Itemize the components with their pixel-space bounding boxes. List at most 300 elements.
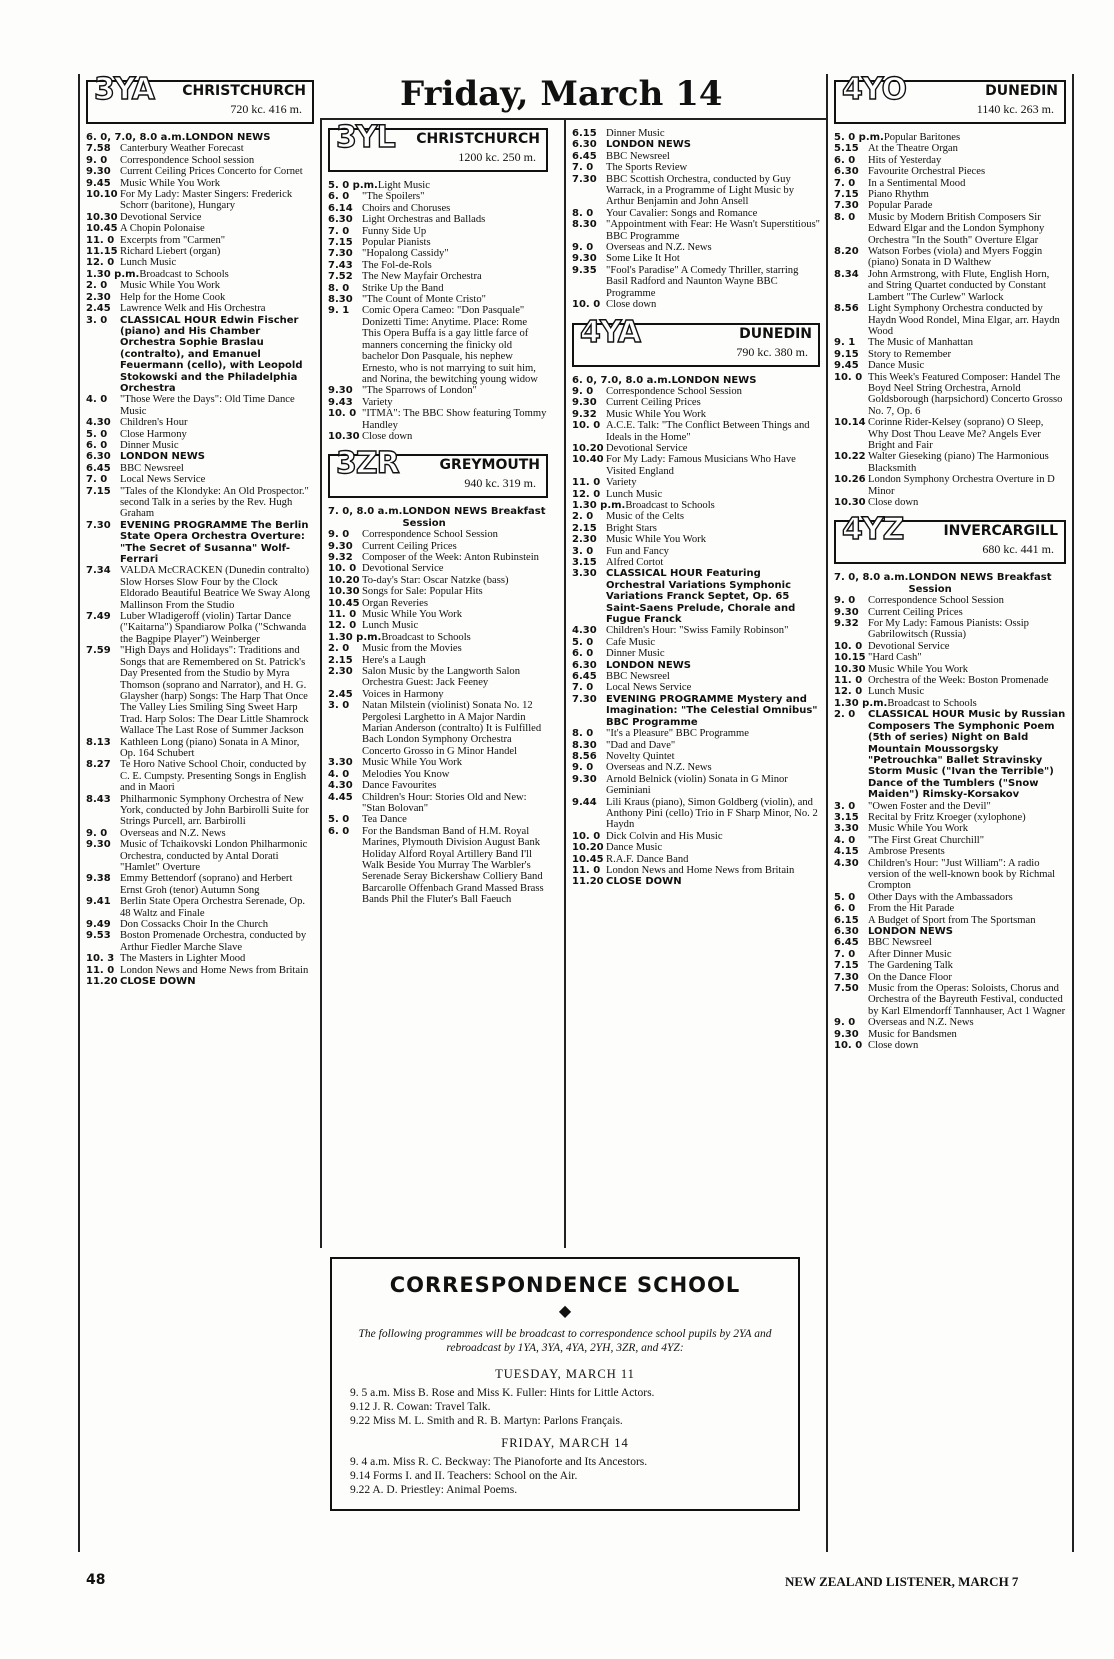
programme-time: 2.30 xyxy=(572,534,597,546)
programme-item xyxy=(572,409,820,420)
programme-title: Corinne Rider-Kelsey (soprano) O Sleep, Why Dost Thou Leave Me? Angels Ever Bright and Fair xyxy=(868,417,1044,451)
programme-time: 10.30 xyxy=(328,586,360,598)
programme-item xyxy=(834,641,1066,652)
programme-time: 1.30 p.m. xyxy=(834,697,888,709)
programme-title: LONDON NEWS xyxy=(606,659,691,671)
programme-title: "High Days and Holidays": Traditions and Songs that are Remembered on St. Patrick's Day Presented from the Studio by Myra Thomson (soprano and Narrator), and H. G. Glaysher (harp) Songs: The Harp That Once The Valley Lies Smiling Sing Sweet Harp Trad. Harp Solos: The Dear Little Shamrock Wallace The Last Rose of Summer Jackson xyxy=(120,645,309,737)
programme-title: "Appointment with Fear: He Wasn't Superstitious" BBC Programme xyxy=(606,219,821,242)
programme-title: Children's Hour: "Swiss Family Robinson" xyxy=(606,625,789,637)
programme-time: 6.30 xyxy=(86,451,111,463)
programme-item xyxy=(328,397,548,408)
programme-time: 6.15 xyxy=(572,128,597,139)
programme-item xyxy=(86,235,314,246)
column-rule xyxy=(78,74,80,1552)
programme-time: 10.15 xyxy=(834,652,866,664)
programme-item xyxy=(86,155,314,166)
programme-time: 11. 0 xyxy=(834,675,863,687)
programme-time: 9.49 xyxy=(86,919,111,931)
programme-title: Music from the Operas: Soloists, Chorus and Orchestra of the Bayreuth Festival, conducted by Karl Elmendorff Tannhauser, Act 1 Wagner xyxy=(868,983,1066,1017)
programme-item xyxy=(86,132,314,143)
programme-title: Kathleen Long (piano) Sonata in A Minor, Op. 164 Schubert xyxy=(120,736,300,759)
programme-item xyxy=(572,151,820,162)
programme-title: The Sports Review xyxy=(606,162,688,174)
programme-title: Dinner Music xyxy=(606,648,665,660)
programme-item xyxy=(328,294,548,305)
programme-title: For My Lady: Famous Pianists: Ossip Gabrilowitsch (Russia) xyxy=(868,618,1029,641)
programme-time: 9.30 xyxy=(328,385,353,397)
programme-item xyxy=(572,831,820,842)
programme-time: 9. 0 xyxy=(572,242,594,254)
programme-time: 10.30 xyxy=(328,430,360,442)
programme-time: 6.30 xyxy=(572,139,597,151)
programme-title: "Hard Cash" xyxy=(868,652,922,664)
programme-item xyxy=(86,292,314,303)
programme-item xyxy=(86,919,314,930)
programme-title: Boston Promenade Orchestra, conducted by Arthur Fiedler Marche Slave xyxy=(120,930,307,953)
station-frequency: 790 kc. 380 m. xyxy=(736,344,808,359)
programme-item xyxy=(328,226,548,237)
programme-time: 4. 0 xyxy=(328,768,350,780)
programme-time: 10.22 xyxy=(834,451,866,463)
programme-time: 2. 0 xyxy=(572,511,594,523)
programme-time: 8.27 xyxy=(86,759,111,771)
programme-title: Children's Hour: Stories Old and New: "Stan Bolovan" xyxy=(362,791,527,814)
programme-item xyxy=(328,586,548,597)
programme-time: 6. 0 xyxy=(834,154,856,166)
programme-time: 6. 0 xyxy=(572,648,594,660)
programme-item xyxy=(328,780,548,791)
programme-item xyxy=(834,846,1066,857)
programme-title: Popular Parade xyxy=(868,200,933,212)
programme-item xyxy=(834,303,1066,337)
station-frequency: 1200 kc. 250 m. xyxy=(458,150,536,164)
programme-item xyxy=(328,203,548,214)
programme-item xyxy=(572,728,820,739)
programme-title: Hits of Yesterday xyxy=(868,154,942,166)
programme-title: Composer of the Week: Anton Rubinstein xyxy=(362,551,539,563)
programme-title: Excerpts from "Carmen" xyxy=(120,234,226,246)
station-call-sign: 3YL xyxy=(336,120,395,155)
programme-time: 10. 0 xyxy=(834,371,863,383)
programme-time: 7.34 xyxy=(86,565,111,577)
programme-item xyxy=(572,219,820,242)
programme-time: 8. 0 xyxy=(834,211,856,223)
programme-item xyxy=(572,500,820,511)
programme-title: CLOSE DOWN xyxy=(606,876,682,888)
programme-item xyxy=(328,180,548,191)
programme-item xyxy=(834,709,1066,800)
programme-title: EVENING PROGRAMME The Berlin State Opera Orchestra Overture: "The Secret of Susanna" Wolf-Ferrari xyxy=(120,519,309,566)
programme-title: Natan Milstein (violinist) Sonata No. 12 Pergolesi Larghetto in A Major Nardin Marian Anderson (contralto) It is Fulfilled Bach London Symphony Orchestra Concerto Grosso in G Minor Handel xyxy=(362,700,542,757)
programme-item xyxy=(834,497,1066,508)
programme-time: 6.30 xyxy=(328,214,353,226)
programme-title: Music While You Work xyxy=(606,534,706,546)
programme-title: Dinner Music xyxy=(606,128,665,139)
programme-item xyxy=(572,694,820,728)
programme-time: 8.43 xyxy=(86,793,111,805)
programme-time: 12. 0 xyxy=(572,488,601,500)
programme-title: "Those Were the Days": Old Time Dance Music xyxy=(120,394,295,417)
programme-time: 9.30 xyxy=(572,773,597,785)
programme-title: Music While You Work xyxy=(868,823,968,835)
programme-item xyxy=(328,283,548,294)
programme-item xyxy=(834,858,1066,892)
programme-title: Music While You Work xyxy=(868,663,968,675)
programme-item xyxy=(86,440,314,451)
programme-title: Music While You Work xyxy=(362,609,462,620)
programme-list xyxy=(572,128,820,311)
programme-time: 10. 0 xyxy=(572,420,601,432)
station-header-3ya xyxy=(86,72,314,124)
programme-title: Novelty Quintet xyxy=(606,750,675,762)
programme-title: Te Horo Native School Choir, conducted by C. E. Cumpsty. Presenting Songs in English and in Maori xyxy=(120,759,307,794)
programme-time: 9. 1 xyxy=(834,337,856,349)
programme-item xyxy=(572,162,820,173)
programme-item xyxy=(86,189,314,212)
programme-time: 9.30 xyxy=(834,606,859,618)
programme-item xyxy=(834,155,1066,166)
programme-time: 12. 0 xyxy=(328,620,357,632)
programme-time: 1.30 p.m. xyxy=(328,631,382,643)
programme-item xyxy=(572,139,820,150)
station-call-sign: 4YZ xyxy=(842,512,904,548)
programme-time: 7. 0 xyxy=(834,948,856,960)
programme-title: CLASSICAL HOUR Edwin Fischer (piano) and His Chamber Orchestra Sophie Braslau (contralto), and Emanuel Feuermann (cello), with Leopold Stokowski and the Philadelphia Orchestra xyxy=(120,314,303,394)
programme-title: A Chopin Polonaise xyxy=(120,223,205,235)
programme-time: 7. 0 xyxy=(328,225,350,237)
programme-item xyxy=(328,237,548,248)
programme-title: Funny Side Up xyxy=(362,225,427,237)
programme-item xyxy=(834,189,1066,200)
programme-time: 4. 0 xyxy=(834,834,856,846)
station-city: CHRISTCHURCH xyxy=(182,83,306,99)
programme-item xyxy=(834,246,1066,269)
programme-time: 8.13 xyxy=(86,736,111,748)
programme-time: 8.30 xyxy=(572,739,597,751)
programme-time: 3. 0 xyxy=(834,800,856,812)
programme-time: 4.15 xyxy=(834,846,859,858)
programme-time: 6.45 xyxy=(86,462,111,474)
box-item: 9.14 Forms I. and II. Teachers: School on the Air. xyxy=(350,1470,578,1482)
programme-title: Strike Up the Band xyxy=(362,282,444,294)
programme-title: "The Count of Monte Cristo" xyxy=(362,294,486,306)
box-day-heading: TUESDAY, MARCH 11 xyxy=(495,1367,635,1381)
programme-time: 10.40 xyxy=(572,454,604,466)
programme-item xyxy=(834,269,1066,303)
station-frequency: 940 kc. 319 m. xyxy=(464,476,536,491)
programme-item xyxy=(572,375,820,386)
programme-title: Local News Service xyxy=(606,682,692,694)
programme-title: Piano Rhythm xyxy=(868,189,929,201)
programme-title: VALDA McCRACKEN (Dunedin contralto) Slow Horses Slow Four by the Clock Eldorado Beautiful Beatrice We Sway Along Mallinson From the Studio xyxy=(120,565,310,611)
programme-title: Close down xyxy=(868,1040,919,1052)
programme-time: 7.15 xyxy=(328,237,353,249)
programme-item xyxy=(328,260,548,271)
programme-title: Popular Pianists xyxy=(362,237,431,249)
programme-title: Bright Stars xyxy=(606,522,657,534)
programme-item xyxy=(328,643,548,654)
programme-title: Dance Music xyxy=(868,360,925,372)
programme-item xyxy=(572,454,820,477)
programme-title: Lawrence Welk and His Orchestra xyxy=(120,303,266,315)
programme-item xyxy=(572,174,820,208)
programme-item xyxy=(86,246,314,257)
programme-time: 7.30 xyxy=(572,693,597,705)
programme-time: 4.30 xyxy=(834,857,859,869)
programme-item xyxy=(834,451,1066,474)
programme-time: 9.30 xyxy=(572,397,597,409)
programme-title: LONDON NEWS xyxy=(868,926,953,937)
programme-title: "The Spoilers" xyxy=(362,191,425,203)
programme-time: 10.20 xyxy=(572,442,604,454)
programme-item xyxy=(86,417,314,428)
programme-title: London News and Home News from Britain xyxy=(120,964,309,976)
programme-item xyxy=(328,408,548,431)
programme-title: Current Ceiling Prices xyxy=(868,606,963,618)
programme-title: EVENING PROGRAMME Mystery and Imagination: "The Celestial Omnibus" BBC Programme xyxy=(606,693,818,728)
programme-title: CLASSICAL HOUR Featuring Orchestral Variations Symphonic Variations Franck Septet, Op. 65 Saint-Saens Prelude, Chorale and Fugue Franck xyxy=(606,568,796,626)
programme-item xyxy=(328,271,548,282)
programme-time: 11. 0 xyxy=(328,609,357,620)
station-frequency: 720 kc. 416 m. xyxy=(230,102,302,116)
programme-time: 11.20 xyxy=(572,876,604,888)
programme-title: "The First Great Churchill" xyxy=(868,834,985,846)
programme-item xyxy=(834,166,1066,177)
programme-item xyxy=(86,953,314,964)
programme-item xyxy=(328,792,548,815)
programme-item xyxy=(834,1017,1066,1028)
programme-time: 10.45 xyxy=(86,223,118,235)
programme-title: Variety xyxy=(606,477,637,489)
programme-time: 2.30 xyxy=(86,291,111,303)
programme-item xyxy=(572,443,820,454)
programme-title: Dinner Music xyxy=(120,439,179,451)
programme-item xyxy=(572,242,820,253)
programme-time: 2.45 xyxy=(328,688,353,700)
programme-time: 1.30 p.m. xyxy=(572,499,626,511)
programme-title: "The Sparrows of London" xyxy=(362,385,477,397)
box-intro: The following programmes will be broadcast to correspondence school pupils by 2YA and rebroadcast by 1YA, 3YA, 4YA, 2YH, 3ZR, and 4YZ: xyxy=(358,1328,772,1354)
programme-title: Overseas and N.Z. News xyxy=(606,242,712,254)
programme-item xyxy=(834,915,1066,926)
column-rule xyxy=(320,118,322,1248)
programme-title: Your Cavalier: Songs and Romance xyxy=(606,207,758,219)
programme-time: 2.15 xyxy=(328,654,353,666)
programme-item xyxy=(86,166,314,177)
programme-time: 5. 0 p.m. xyxy=(834,132,884,143)
station-city: GREYMOUTH xyxy=(439,457,540,474)
programme-time: 9. 0 xyxy=(834,595,856,607)
programme-time: 3.30 xyxy=(328,757,353,769)
programme-time: 12. 0 xyxy=(834,686,863,698)
programme-item xyxy=(86,394,314,417)
programme-item xyxy=(86,759,314,793)
programme-title: Ambrose Presents xyxy=(868,846,945,858)
programme-item xyxy=(572,637,820,648)
programme-time: 7.30 xyxy=(86,519,111,531)
programme-item xyxy=(86,839,314,873)
programme-title: Lunch Music xyxy=(606,488,663,500)
programme-title: Light Music xyxy=(377,180,430,191)
programme-time: 6.15 xyxy=(834,914,859,926)
programme-time: 3.30 xyxy=(572,568,597,580)
programme-time: 5. 0 xyxy=(328,814,350,826)
station-call-sign: 3YA xyxy=(94,72,154,107)
programme-time: 10.30 xyxy=(834,663,866,675)
programme-time: 7. 0, 8.0 a.m. xyxy=(328,506,403,518)
programme-title: Choirs and Choruses xyxy=(362,202,451,214)
programme-title: Songs for Sale: Popular Hits xyxy=(362,586,483,598)
programme-title: LONDON NEWS xyxy=(671,374,757,386)
programme-time: 6.45 xyxy=(834,937,859,949)
programme-item xyxy=(328,632,548,643)
programme-title: Music of the Celts xyxy=(606,511,684,523)
programme-time: 2.15 xyxy=(572,522,597,534)
programme-item xyxy=(86,257,314,268)
programme-title: Children's Hour: "Just William": A radio version of the well-known book by Richmal Crompton xyxy=(868,857,1056,892)
programme-time: 12. 0 xyxy=(86,257,115,269)
programme-list xyxy=(572,375,820,888)
programme-title: BBC Newsreel xyxy=(120,462,184,474)
programme-title: Current Ceiling Prices Concerto for Cornet xyxy=(120,166,303,178)
programme-title: The Fol-de-Rols xyxy=(362,259,432,271)
programme-time: 7. 0 xyxy=(86,474,108,486)
programme-time: 8.56 xyxy=(572,750,597,762)
programme-item xyxy=(86,565,314,611)
programme-item xyxy=(86,280,314,291)
programme-title: Dance Music xyxy=(606,842,663,854)
programme-time: 6.14 xyxy=(328,202,353,214)
programme-time: 8.34 xyxy=(834,268,859,280)
programme-title: Children's Hour xyxy=(120,417,188,429)
programme-title: Current Ceiling Prices xyxy=(606,397,701,409)
programme-item xyxy=(328,826,548,906)
programme-time: 3.15 xyxy=(572,557,597,568)
programme-item xyxy=(834,1040,1066,1051)
programme-time: 8. 0 xyxy=(572,728,594,740)
programme-time: 6.45 xyxy=(572,671,597,683)
programme-title: Tea Dance xyxy=(362,814,407,826)
programme-time: 9.30 xyxy=(86,839,111,851)
programme-title: On the Dance Floor xyxy=(868,971,952,983)
programme-time: 9.44 xyxy=(572,796,597,808)
programme-time: 4. 0 xyxy=(86,394,108,406)
station-city: DUNEDIN xyxy=(739,325,812,342)
programme-item xyxy=(834,812,1066,823)
box-heading: CORRESPONDENCE SCHOOL xyxy=(389,1273,741,1297)
programme-title: R.A.F. Dance Band xyxy=(606,853,689,865)
programme-item xyxy=(572,648,820,659)
programme-time: 6.45 xyxy=(572,150,597,162)
programme-time: 7.43 xyxy=(328,259,353,271)
programme-time: 8.56 xyxy=(834,303,859,315)
programme-time: 3. 0 xyxy=(572,545,594,557)
programme-item xyxy=(86,223,314,234)
programme-title: "Dad and Dave" xyxy=(606,739,676,751)
programme-item xyxy=(834,892,1066,903)
station-frequency: 680 kc. 441 m. xyxy=(982,542,1054,557)
programme-title: BBC Newsreel xyxy=(606,671,670,683)
programme-title: Music While You Work xyxy=(606,408,706,420)
programme-item xyxy=(572,797,820,831)
station-header-4ya xyxy=(572,314,820,367)
programme-title: Music from the Movies xyxy=(362,643,462,655)
programme-title: In a Sentimental Mood xyxy=(868,177,966,189)
programme-title: Recital by Fritz Kroeger (xylophone) xyxy=(868,811,1026,823)
programme-title: Broadcast to Schools xyxy=(139,268,229,280)
programme-item xyxy=(572,523,820,534)
programme-title: After Dinner Music xyxy=(868,948,952,960)
programme-time: 11.15 xyxy=(86,246,118,258)
programme-item xyxy=(86,143,314,154)
station-header-3yl xyxy=(328,120,548,172)
programme-time: 9. 1 xyxy=(328,305,350,317)
programme-time: 7.15 xyxy=(834,189,859,201)
programme-item xyxy=(834,949,1066,960)
programme-item xyxy=(572,740,820,751)
column-rule xyxy=(1072,74,1074,1552)
programme-list xyxy=(86,132,314,987)
programme-time: 7.49 xyxy=(86,611,111,623)
programme-item xyxy=(86,976,314,987)
programme-item xyxy=(834,360,1066,371)
programme-title: LONDON NEWS Breakfast Session xyxy=(908,572,1052,595)
programme-title: Canterbury Weather Forecast xyxy=(120,143,244,155)
programme-item xyxy=(572,568,820,625)
station-city: INVERCARGILL xyxy=(943,523,1058,540)
programme-item xyxy=(834,595,1066,606)
station-header-3zr xyxy=(328,446,548,498)
programme-item xyxy=(86,178,314,189)
programme-item xyxy=(86,303,314,314)
programme-time: 9. 0 xyxy=(328,529,350,541)
programme-time: 2.45 xyxy=(86,303,111,315)
programme-time: 6.30 xyxy=(834,166,859,178)
programme-title: A.C.E. Talk: "The Conflict Between Things and Ideals in the Home" xyxy=(606,420,810,443)
programme-time: 10. 0 xyxy=(572,299,601,311)
programme-title: Melodies You Know xyxy=(362,768,450,780)
programme-time: 9.30 xyxy=(328,540,353,552)
programme-time: 6. 0 xyxy=(328,191,350,203)
programme-title: Music While You Work xyxy=(120,280,220,292)
programme-item xyxy=(572,865,820,876)
programme-time: 9.45 xyxy=(86,177,111,189)
programme-time: 10. 0 xyxy=(572,830,601,842)
programme-time: 7. 0 xyxy=(572,162,594,174)
programme-time: 11. 0 xyxy=(572,864,601,876)
box-item: 9.22 Miss M. L. Smith and R. B. Martyn: Parlons Français. xyxy=(350,1415,623,1427)
box-item: 9.12 J. R. Cowan: Travel Talk. xyxy=(350,1401,491,1413)
programme-time: 10.30 xyxy=(834,497,866,508)
programme-title: Story to Remember xyxy=(868,348,951,360)
programme-time: 9.41 xyxy=(86,896,111,908)
programme-time: 10.14 xyxy=(834,417,866,429)
programme-time: 5. 0 xyxy=(86,428,108,440)
programme-item xyxy=(834,572,1066,595)
programme-time: 10.20 xyxy=(328,574,360,586)
programme-title: For My Lady: Famous Musicians Who Have Visited England xyxy=(606,454,796,477)
programme-title: "Tales of the Klondyke: An Old Prospector." second Talk in a series by the Rev. Hugh Graham xyxy=(120,485,309,520)
programme-time: 4.30 xyxy=(328,780,353,792)
programme-time: 11. 0 xyxy=(572,477,601,489)
programme-item xyxy=(572,420,820,443)
box-item: 9. 4 a.m. Miss R. C. Beckway: The Pianoforte and Its Ancestors. xyxy=(350,1456,648,1468)
programme-time: 10. 0 xyxy=(328,408,357,420)
programme-time: 10. 0 xyxy=(328,563,357,575)
programme-title: Devotional Service xyxy=(120,211,202,223)
programme-item xyxy=(834,474,1066,497)
station-city: DUNEDIN xyxy=(985,83,1058,99)
